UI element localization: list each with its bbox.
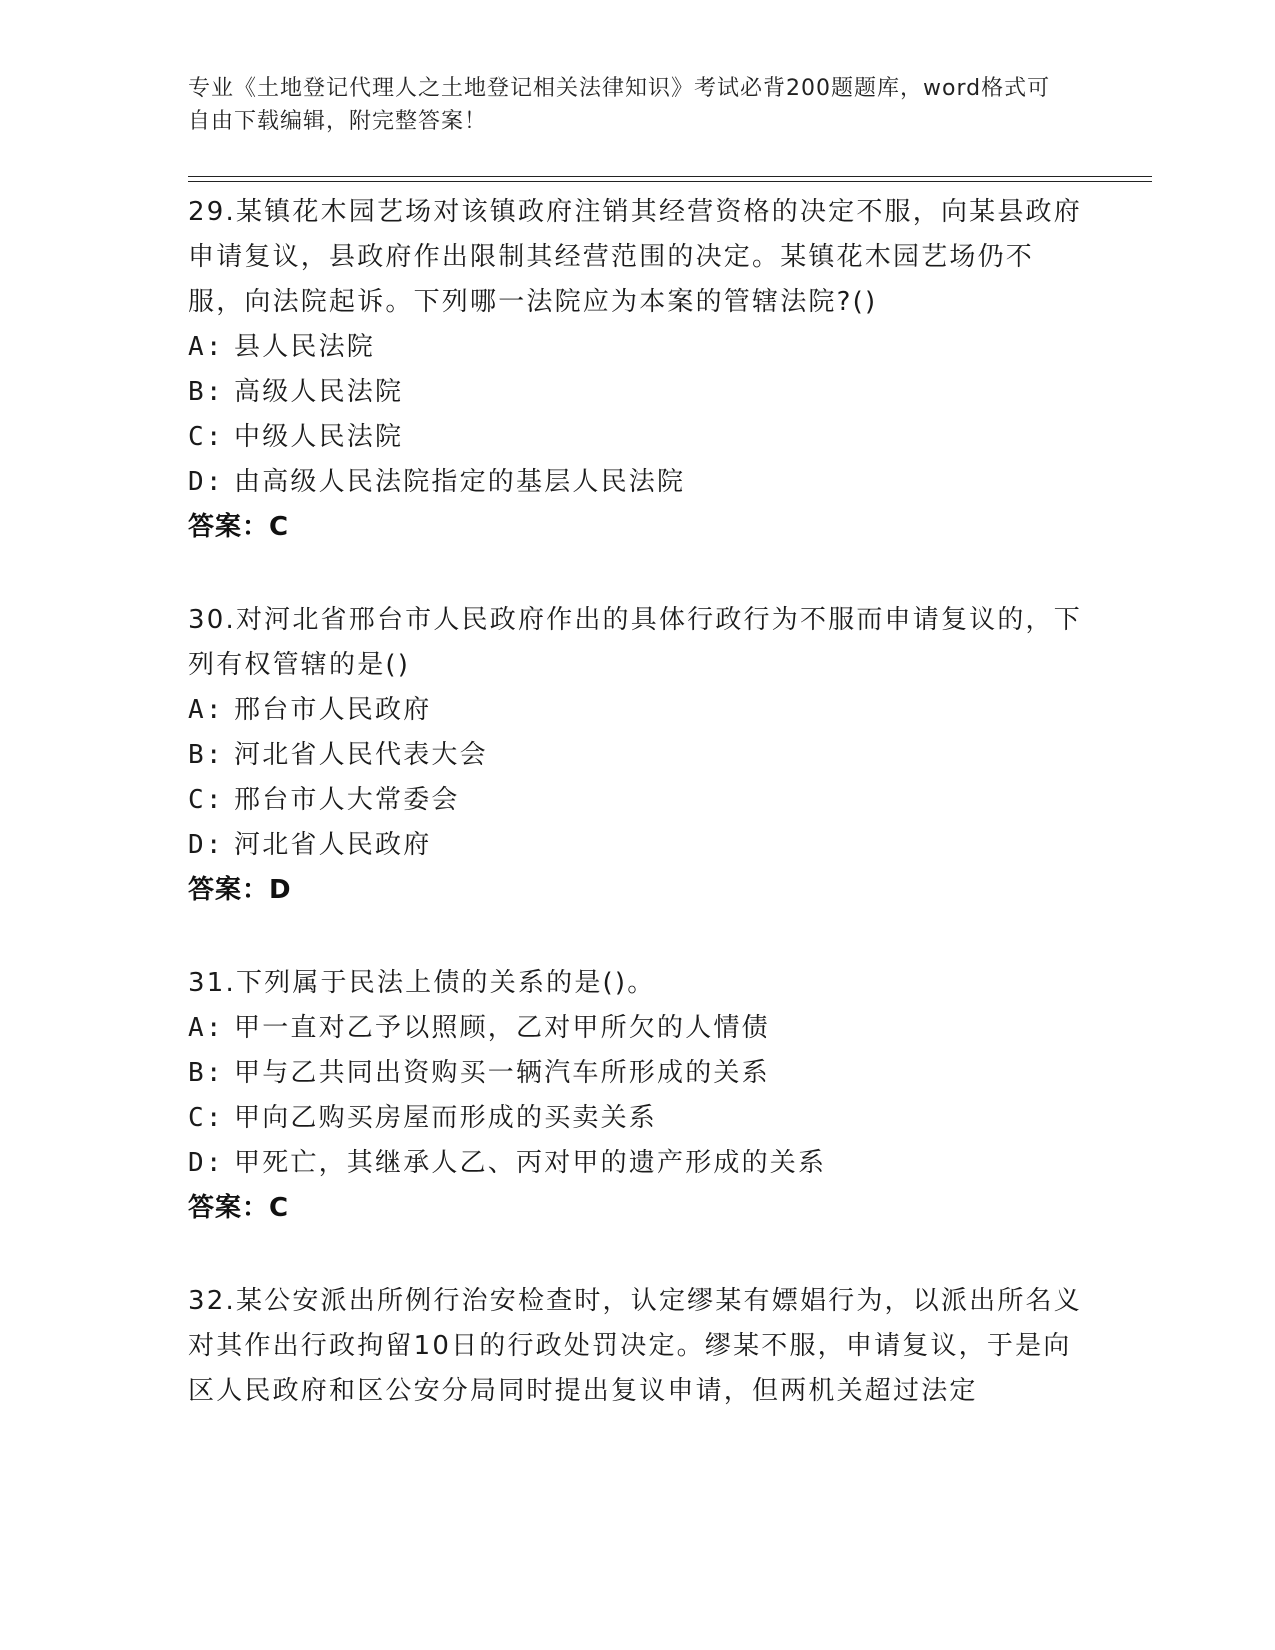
option-a xyxy=(188,325,1088,370)
option-letter: A: xyxy=(188,332,224,362)
option-b xyxy=(188,370,1088,415)
option-c xyxy=(188,778,1088,823)
question-29 xyxy=(188,190,1088,550)
option-text: 中级人民法院 xyxy=(234,422,404,452)
question-stem: 30.对河北省邢台市人民政府作出的具体行政行为不服而申请复议的，下列有权管辖的是() xyxy=(188,605,1082,680)
option-letter: B: xyxy=(188,1058,224,1088)
option-letter: B: xyxy=(188,377,224,407)
option-text: 邢台市人大常委会 xyxy=(234,785,460,815)
question-31 xyxy=(188,961,1088,1231)
option-a xyxy=(188,1006,1088,1051)
option-a xyxy=(188,688,1088,733)
header-text: 专业《土地登记代理人之土地登记相关法律知识》考试必背200题题库，word格式可自由下载编辑，附完整答案！ xyxy=(188,76,1051,134)
option-d xyxy=(188,1141,1088,1186)
option-b xyxy=(188,733,1088,778)
option-text: 甲向乙购买房屋而形成的买卖关系 xyxy=(234,1103,658,1133)
question-32 xyxy=(188,1279,1088,1414)
option-d xyxy=(188,823,1088,868)
option-letter: C: xyxy=(188,1103,224,1133)
option-text: 由高级人民法院指定的基层人民法院 xyxy=(234,467,686,497)
option-text: 甲一直对乙予以照顾，乙对甲所欠的人情债 xyxy=(234,1013,770,1043)
question-stem: 31.下列属于民法上债的关系的是()。 xyxy=(188,968,656,998)
option-text: 县人民法院 xyxy=(234,332,376,362)
question-stem: 32.某公安派出所例行治安检查时，认定缪某有嫖娼行为，以派出所名义对其作出行政拘留10日的行政处罚决定。缪某不服，申请复议，于是向区人民政府和区公安分局同时提出复议申请，但两机关超过法定 xyxy=(188,1286,1082,1406)
option-text: 河北省人民政府 xyxy=(234,830,432,860)
option-letter: A: xyxy=(188,1013,224,1043)
option-text: 甲与乙共同出资购买一辆汽车所形成的关系 xyxy=(234,1058,770,1088)
document-header xyxy=(188,72,1068,138)
option-c xyxy=(188,415,1088,460)
question-stem: 29.某镇花木园艺场对该镇政府注销其经营资格的决定不服，向某县政府申请复议，县政府作出限制其经营范围的决定。某镇花木园艺场仍不服，向法院起诉。下列哪一法院应为本案的管辖法院?() xyxy=(188,197,1082,317)
option-letter: B: xyxy=(188,740,224,770)
option-b xyxy=(188,1051,1088,1096)
option-c xyxy=(188,1096,1088,1141)
question-30 xyxy=(188,598,1088,913)
answer-line: 答案：D xyxy=(188,875,292,905)
option-text: 邢台市人民政府 xyxy=(234,695,432,725)
option-letter: C: xyxy=(188,422,224,452)
option-text: 高级人民法院 xyxy=(234,377,404,407)
header-divider-top xyxy=(188,176,1152,177)
header-divider-bottom xyxy=(188,181,1152,182)
option-d xyxy=(188,460,1088,505)
option-text: 甲死亡，其继承人乙、丙对甲的遗产形成的关系 xyxy=(234,1148,827,1178)
answer-line: 答案：C xyxy=(188,512,290,542)
option-letter: C: xyxy=(188,785,224,815)
option-letter: A: xyxy=(188,695,224,725)
question-list xyxy=(188,190,1088,1462)
option-letter: D: xyxy=(188,830,224,860)
answer-line: 答案：C xyxy=(188,1193,290,1223)
option-text: 河北省人民代表大会 xyxy=(234,740,488,770)
option-letter: D: xyxy=(188,1148,224,1178)
option-letter: D: xyxy=(188,467,224,497)
